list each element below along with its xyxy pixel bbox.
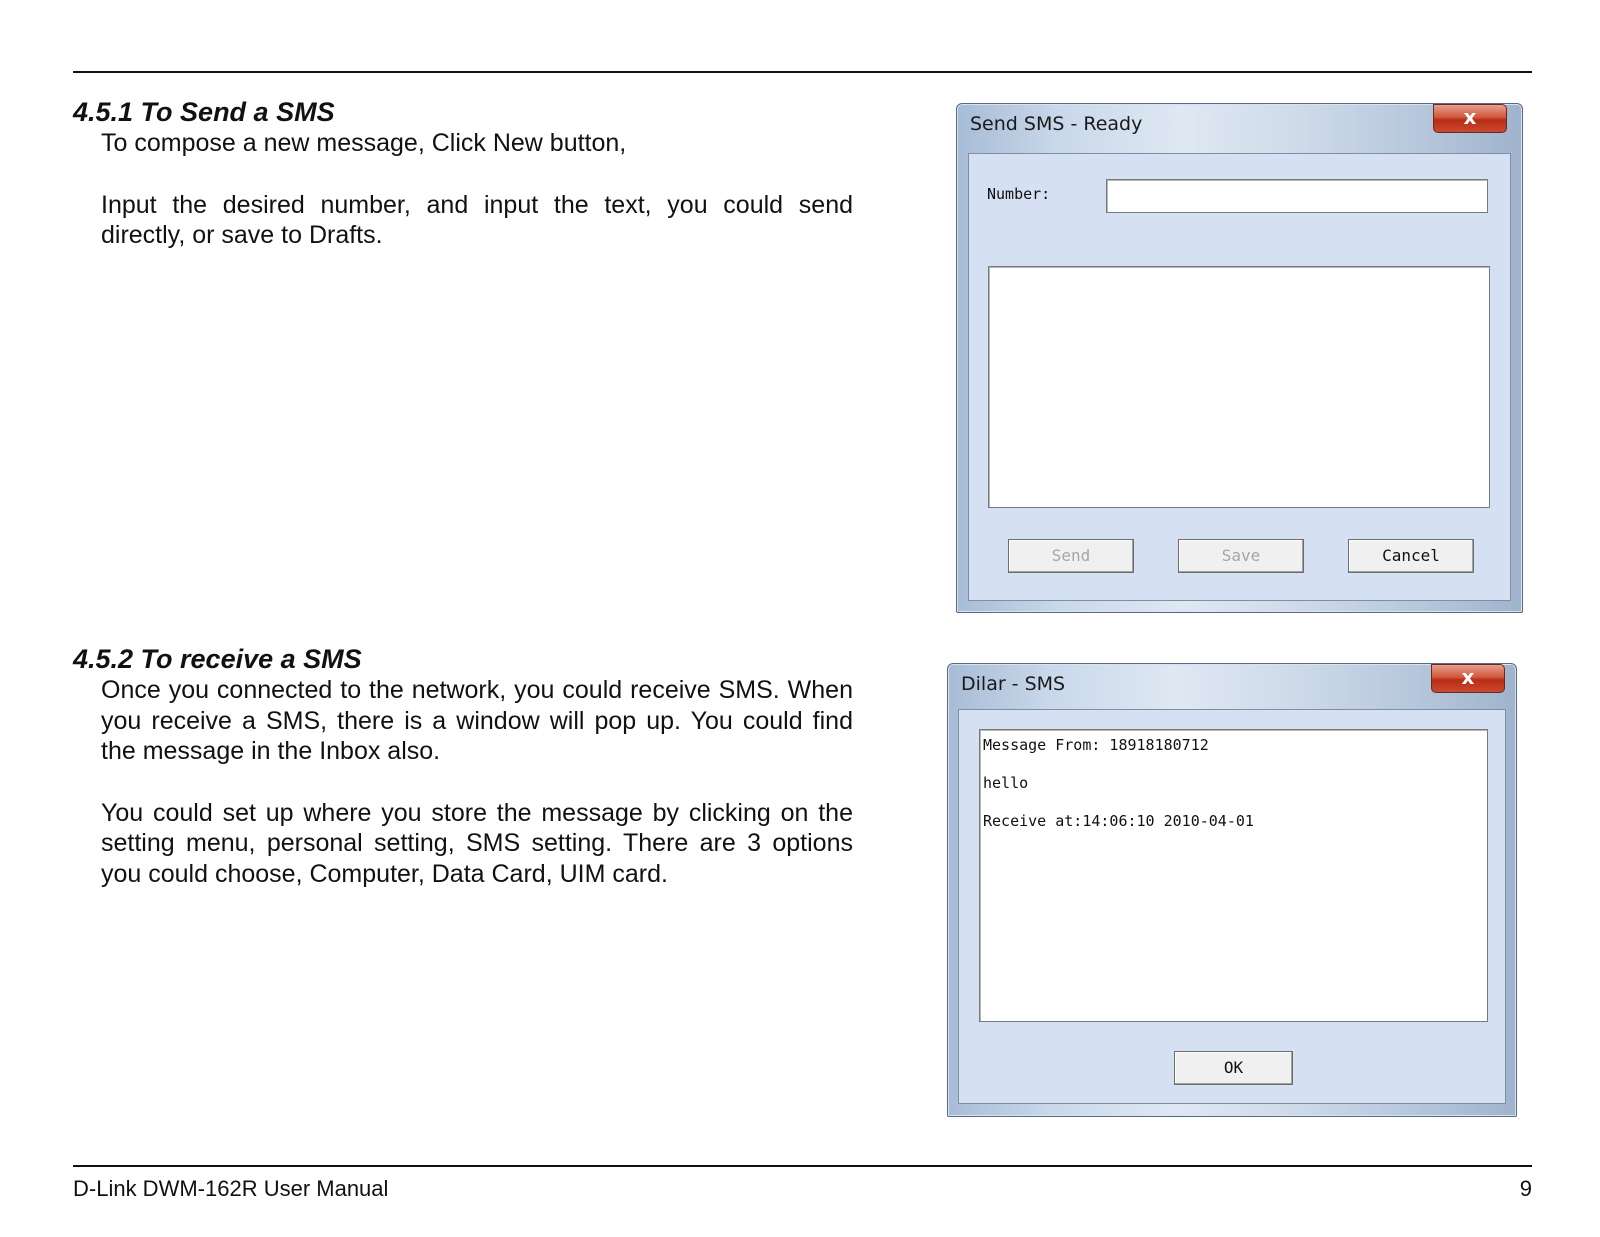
section-heading: 4.5.1 To Send a SMS [73,97,335,127]
paragraph: To compose a new message, Click New button, [101,129,627,157]
paragraph: Once you connected to the network, you could receive SMS. When you receive a SMS, there is a window will pop up. You could find the message in the Inbox also. [101,676,853,765]
message-from: Message From: 18918180712 [983,736,1209,754]
close-button[interactable] [1433,104,1507,133]
send-button[interactable]: Send [1008,539,1134,573]
send-sms-dialog [956,103,1523,613]
close-icon: x [1463,105,1477,129]
section-heading: 4.5.2 To receive a SMS [73,644,362,674]
message-textarea[interactable] [988,266,1490,508]
close-icon: x [1461,665,1475,689]
message-display [979,729,1488,1022]
dialog-title: Send SMS - Ready [970,113,1143,135]
receive-sms-dialog [947,663,1517,1117]
bottom-rule [73,1165,1532,1167]
paragraph: You could set up where you store the message by clicking on the setting menu, personal setting, SMS setting. There are 3 options you could choose, Computer, Data Card, UIM card. [101,798,853,888]
section-receive-sms [73,643,853,889]
top-rule [73,71,1532,73]
cancel-button[interactable]: Cancel [1348,539,1474,573]
ok-button[interactable]: OK [1174,1051,1293,1085]
page-number: 9 [1519,1176,1532,1201]
paragraph: Input the desired number, and input the text, you could send directly, or save to Drafts. [101,190,853,249]
close-button[interactable] [1431,664,1505,693]
dialog-client-area [968,153,1511,601]
save-button[interactable]: Save [1178,539,1304,573]
footer-manual-title: D-Link DWM-162R User Manual [73,1176,389,1201]
dialog-client-area [958,709,1506,1104]
message-received-time: Receive at:14:06:10 2010-04-01 [983,812,1254,830]
number-label: Number: [987,185,1051,203]
dialog-title: Dilar - SMS [961,673,1066,695]
number-field[interactable] [1106,179,1488,213]
section-send-sms [73,96,853,251]
message-body: hello [983,774,1029,792]
